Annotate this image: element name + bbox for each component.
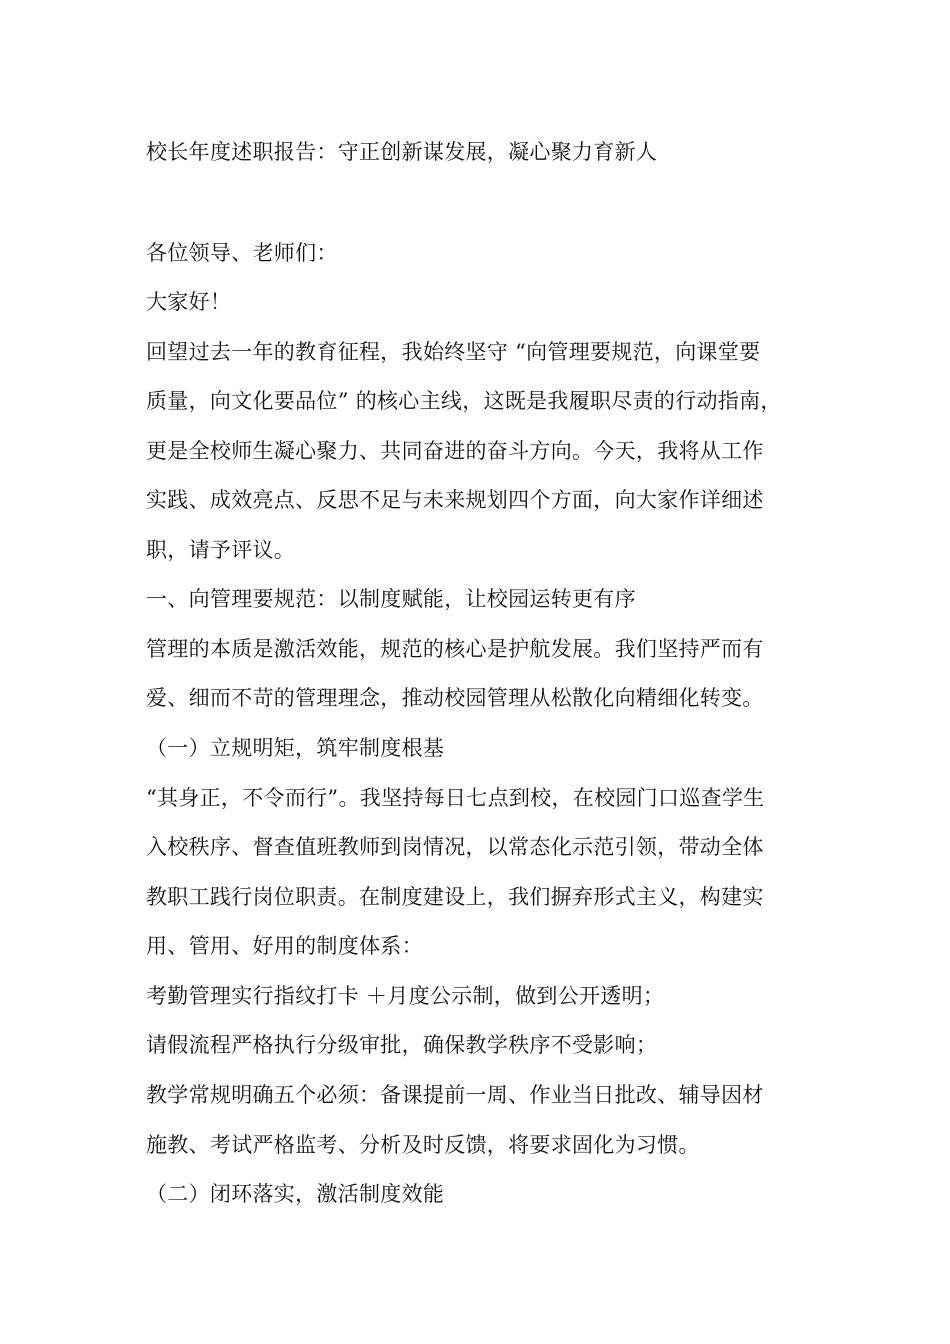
section-heading: 一、向管理要规范：以制度赋能，让校园运转更有序 (146, 587, 636, 611)
subsection-heading: （二）闭环落实，激活制度效能 (146, 1182, 445, 1206)
paragraph-line: 爱、细而不苛的管理理念，推动校园管理从松散化向精细化转变。 (146, 686, 764, 710)
paragraph-line: 职，请予评议。 (146, 538, 296, 562)
list-item: 施教、考试严格监考、分析及时反馈，将要求固化为习惯。 (146, 1133, 700, 1157)
greeting-line: 大家好！ (146, 290, 232, 314)
list-item: 教学常规明确五个必须：备课提前一周、作业当日批改、辅导因材 (146, 1083, 764, 1107)
paragraph-line: 实践、成效亮点、反思不足与未来规划四个方面，向大家作详细述 (146, 488, 764, 512)
document-title: 校长年度述职报告：守正创新谋发展，凝心聚力育新人 (146, 140, 658, 164)
paragraph-line: 更是全校师生凝心聚力、共同奋进的奋斗方向。今天，我将从工作 (146, 439, 764, 463)
paragraph-line: 用、管用、好用的制度体系： (146, 934, 423, 958)
salutation-line: 各位领导、老师们： (146, 241, 338, 265)
subsection-heading: （一）立规明矩，筑牢制度根基 (146, 736, 445, 760)
paragraph-line: 质量，向文化要品位” 的核心主线，这既是我履职尽责的行动指南， (146, 389, 782, 413)
paragraph-line: 回望过去一年的教育征程，我始终坚守 “向管理要规范，向课堂要 (146, 340, 761, 364)
paragraph-line: “其身正，不令而行”。我坚持每日七点到校，在校园门口巡查学生 (146, 786, 765, 810)
list-item: 请假流程严格执行分级审批，确保教学秩序不受影响； (146, 1033, 658, 1057)
paragraph-line: 教职工践行岗位职责。在制度建设上，我们摒弃形式主义，构建实 (146, 885, 764, 909)
paragraph-line: 管理的本质是激活效能，规范的核心是护航发展。我们坚持严而有 (146, 637, 764, 661)
list-item: 考勤管理实行指纹打卡 ＋月度公示制，做到公开透明； (146, 984, 665, 1008)
paragraph-line: 入校秩序、督查值班教师到岗情况，以常态化示范引领，带动全体 (146, 835, 764, 859)
